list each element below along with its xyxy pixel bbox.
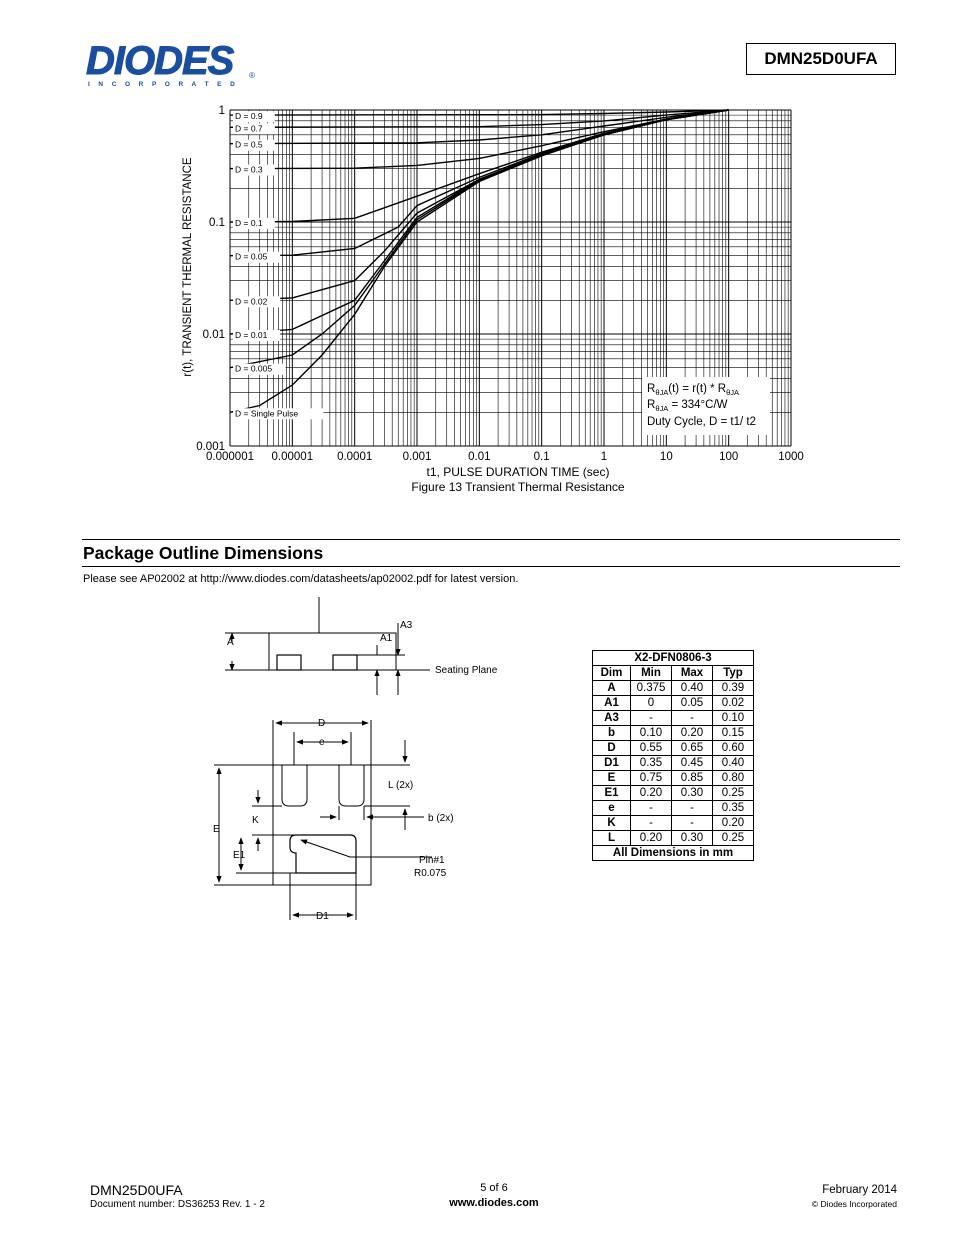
- dimension-table-header: Max: [672, 666, 713, 681]
- dimension-table-row: [593, 696, 754, 711]
- pin1-label: Pin#1: [419, 855, 445, 866]
- dimension-value-cell: 0.10: [713, 711, 754, 726]
- x-tick-label: 0.001: [402, 451, 432, 463]
- dim-label-e: E: [213, 824, 220, 835]
- section-title: Package Outline Dimensions: [83, 543, 324, 563]
- series-label: D = Single Pulse: [235, 408, 299, 419]
- transient-thermal-chart: [150, 95, 830, 500]
- dimension-value-cell: -: [631, 801, 672, 816]
- series-label: D = 0.5: [235, 139, 263, 150]
- dimension-value-cell: 0.39: [713, 681, 754, 696]
- diodes-logo: [86, 40, 266, 90]
- dim-label-a3: A3: [400, 620, 413, 631]
- footer-document-number: Document number: DS36253 Rev. 1 - 2: [90, 1199, 265, 1210]
- dimension-value-cell: -: [631, 711, 672, 726]
- dimension-value-cell: 0.05: [672, 696, 713, 711]
- part-number-box: DMN25D0UFA: [746, 43, 896, 75]
- radius-label: R0.075: [414, 868, 447, 879]
- dimension-value-cell: 0.55: [631, 741, 672, 756]
- dim-label-a1: A1: [380, 633, 393, 644]
- x-tick-label: 0.0001: [337, 451, 373, 463]
- dimension-table-row: [593, 756, 754, 771]
- footer-page-number: 5 of 6: [480, 1182, 508, 1194]
- footer-copyright: © Diodes Incorporated: [811, 1199, 897, 1209]
- series-label: D = 0.9: [235, 111, 263, 122]
- chart-caption: Figure 13 Transient Thermal Resistance: [411, 480, 625, 494]
- dimension-value-cell: 0: [631, 696, 672, 711]
- chart-annotation-line2: $R_{\theta JA} = 334^\circ C/W$: [647, 399, 728, 413]
- logo-subtitle: I N C O R P O R A T E D: [88, 81, 239, 88]
- dimension-value-cell: 0.45: [672, 756, 713, 771]
- dimension-value-cell: 0.75: [631, 771, 672, 786]
- dimension-value-cell: 0.20: [713, 816, 754, 831]
- dimension-value-cell: -: [672, 816, 713, 831]
- dimension-name-cell: E1: [593, 786, 631, 801]
- dimension-value-cell: 0.30: [672, 786, 713, 801]
- section-rule-top: [82, 539, 900, 540]
- dimension-value-cell: 0.30: [672, 831, 713, 846]
- dimension-value-cell: 0.35: [713, 801, 754, 816]
- dimension-name-cell: D1: [593, 756, 631, 771]
- dim-label-e1: E1: [233, 850, 246, 861]
- series-label: D = 0.005: [235, 363, 273, 374]
- dim-label-d: D: [318, 718, 326, 729]
- dimension-table-footer: All Dimensions in mm: [593, 846, 754, 861]
- x-tick-label: 0.01: [468, 451, 491, 463]
- dimension-table-row: [593, 681, 754, 696]
- package-outline-drawing: [200, 595, 530, 930]
- x-tick-label: 0.00001: [271, 451, 314, 463]
- dimension-value-cell: -: [672, 801, 713, 816]
- footer-part-number: DMN25D0UFA: [90, 1182, 183, 1198]
- dimension-table-row: [593, 801, 754, 816]
- dimension-value-cell: 0.60: [713, 741, 754, 756]
- footer-date: February 2014: [822, 1184, 897, 1196]
- dimension-table-header: Min: [631, 666, 672, 681]
- chart-curve-labels: [233, 111, 323, 419]
- dimension-table: [592, 650, 754, 861]
- dimension-name-cell: D: [593, 741, 631, 756]
- series-label: D = 0.02: [235, 296, 268, 307]
- dimension-value-cell: 0.25: [713, 786, 754, 801]
- dimension-value-cell: 0.20: [631, 831, 672, 846]
- series-label: D = 0.3: [235, 164, 263, 175]
- dimension-table-row: [593, 711, 754, 726]
- dim-label-e-pitch: e: [319, 737, 325, 748]
- dimension-table-title: X2-DFN0806-3: [593, 651, 754, 666]
- seating-plane-label: Seating Plane: [435, 665, 498, 676]
- dimension-value-cell: 0.15: [713, 726, 754, 741]
- dim-label-b: b (2x): [428, 813, 454, 824]
- x-tick-label: 1000: [778, 451, 804, 463]
- dimension-name-cell: A3: [593, 711, 631, 726]
- chart-annotation-line3: Duty Cycle, D = t1/ t2: [647, 416, 756, 428]
- section-note: Please see AP02002 at http://www.diodes.com/datasheets/ap02002.pdf for latest version.: [83, 573, 519, 585]
- series-label: D = 0.1: [235, 218, 263, 228]
- dimension-value-cell: 0.35: [631, 756, 672, 771]
- dimension-value-cell: 0.02: [713, 696, 754, 711]
- chart-x-axis-label: t1, PULSE DURATION TIME (sec): [426, 465, 610, 479]
- dimension-value-cell: -: [672, 711, 713, 726]
- x-tick-label: 0.000001: [206, 451, 254, 463]
- x-tick-label: 10: [659, 451, 673, 463]
- series-label: D = 0.7: [235, 123, 263, 134]
- dimension-value-cell: 0.20: [672, 726, 713, 741]
- dim-label-l: L (2x): [388, 780, 414, 791]
- dim-label-a: A: [227, 637, 234, 648]
- chart-annotation-line1: $R_{\theta JA}(t) = r(t) * R_{\theta JA}$: [647, 383, 740, 397]
- dim-label-k: K: [252, 815, 259, 826]
- dimension-table-row: [593, 771, 754, 786]
- dimension-table-row: [593, 786, 754, 801]
- dimension-table-row: [593, 816, 754, 831]
- y-tick-label: 0.1: [209, 217, 225, 229]
- series-label: D = 0.05: [235, 251, 268, 262]
- x-tick-label: 1: [600, 451, 608, 463]
- dimension-name-cell: e: [593, 801, 631, 816]
- dimension-name-cell: L: [593, 831, 631, 846]
- dimension-table-header: Dim: [593, 666, 631, 681]
- dimension-name-cell: b: [593, 726, 631, 741]
- dimension-name-cell: K: [593, 816, 631, 831]
- x-tick-label: 100: [719, 451, 739, 463]
- chart-y-axis-label: r(t), TRANSIENT THERMAL RESISTANCE: [182, 157, 194, 377]
- dimension-value-cell: 0.375: [631, 681, 672, 696]
- x-tick-label: 0.1: [533, 451, 550, 463]
- y-tick-label: 1: [218, 105, 225, 117]
- y-tick-label: 0.01: [202, 329, 225, 341]
- dimension-value-cell: 0.10: [631, 726, 672, 741]
- section-rule-bottom: [82, 566, 900, 567]
- series-label: D = 0.01: [235, 330, 268, 340]
- dimension-value-cell: 0.25: [713, 831, 754, 846]
- dimension-table-row: [593, 726, 754, 741]
- y-tick-label: 0.001: [196, 441, 225, 453]
- dimension-table-row: [593, 741, 754, 756]
- dimension-table-header: Typ: [713, 666, 754, 681]
- dimension-name-cell: A1: [593, 696, 631, 711]
- dimension-value-cell: 0.40: [713, 756, 754, 771]
- dimension-name-cell: A: [593, 681, 631, 696]
- dim-label-d1: D1: [316, 911, 329, 922]
- dimension-value-cell: 0.40: [672, 681, 713, 696]
- logo-mark: ®: [249, 71, 255, 80]
- dimension-value-cell: 0.65: [672, 741, 713, 756]
- dimension-value-cell: 0.85: [672, 771, 713, 786]
- footer-website-link[interactable]: www.diodes.com: [449, 1197, 539, 1209]
- dimension-name-cell: E: [593, 771, 631, 786]
- dimension-value-cell: 0.80: [713, 771, 754, 786]
- logo-wordmark: DIODES: [86, 40, 234, 83]
- dimension-value-cell: -: [631, 816, 672, 831]
- dimension-value-cell: 0.20: [631, 786, 672, 801]
- dimension-table-row: [593, 831, 754, 846]
